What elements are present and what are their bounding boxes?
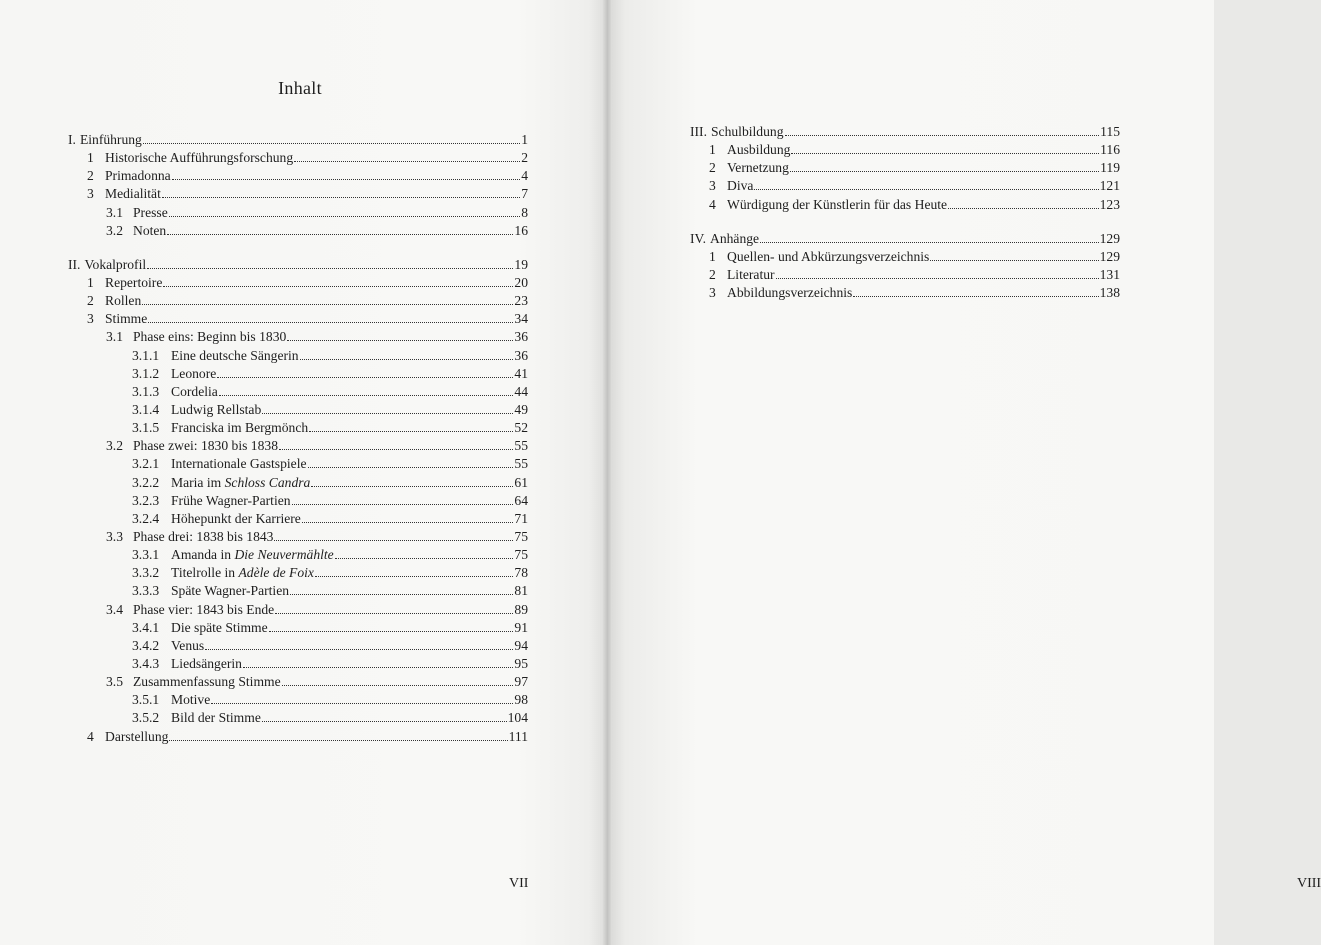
- toc-entry: [68, 347, 528, 365]
- toc-entry-page: 36: [514, 347, 528, 363]
- toc-entry-label-text: Stimme: [105, 311, 148, 327]
- toc-entry-page: 19: [514, 256, 528, 272]
- toc-entry-number: 3.1: [106, 329, 123, 345]
- toc-entry: [68, 728, 528, 746]
- toc-entry-number: 3.1: [106, 204, 123, 220]
- toc-entry-page: 94: [514, 637, 528, 653]
- toc-entry-number: 3.1.1: [132, 347, 160, 363]
- toc-dot-leader: [930, 259, 1098, 261]
- toc-entry-label-text: Phase eins: Beginn bis 1830: [133, 329, 287, 345]
- toc-entry-page: 111: [508, 728, 528, 744]
- toc-dot-leader: [219, 394, 514, 396]
- toc-dot-leader: [269, 630, 514, 632]
- toc-entry: [68, 564, 528, 582]
- toc-dot-leader: [205, 648, 513, 650]
- toc-entry-number: 3.5.2: [132, 710, 160, 726]
- toc-dot-leader: [302, 521, 514, 523]
- toc-entry-label: [133, 528, 273, 546]
- toc-dot-leader: [292, 503, 514, 505]
- toc-entry-label: [171, 510, 301, 528]
- toc-entry-label: [171, 691, 210, 709]
- toc-entry-number: 3.5.1: [132, 692, 160, 708]
- toc-entry-page: 1: [521, 132, 528, 147]
- toc-entry-label: [710, 230, 759, 248]
- toc-entry-page: 44: [514, 383, 528, 399]
- toc-entry-page: 34: [514, 311, 528, 327]
- toc-entry-label: [171, 637, 204, 655]
- toc-dot-leader: [290, 593, 513, 595]
- toc-entry-label-text: Franciska im Bergmönch: [171, 420, 309, 436]
- toc-entry-page: 75: [514, 528, 528, 544]
- toc-entry-number: 3.2: [106, 222, 123, 238]
- toc-entry-number: II.: [68, 256, 81, 272]
- toc-entry: [68, 474, 528, 492]
- toc-entry: [68, 437, 528, 455]
- toc-entry-number: 3.4.2: [132, 637, 160, 653]
- toc-dot-leader: [211, 702, 513, 704]
- toc-entry-page: 49: [514, 401, 528, 417]
- toc-entry-label: [171, 655, 242, 673]
- toc-entry-label-text: Phase zwei: 1830 bis 1838: [133, 438, 278, 454]
- toc-dot-leader: [243, 666, 513, 668]
- toc-dot-leader: [142, 303, 513, 305]
- toc-entry-number: 3: [87, 311, 94, 327]
- toc-entry-page: 64: [514, 492, 528, 508]
- toc-dot-leader: [776, 277, 1099, 279]
- toc-entry-number: I.: [68, 132, 76, 147]
- toc-dot-leader: [167, 233, 513, 235]
- toc-entry-label: [727, 159, 789, 177]
- toc-entry-page: 89: [514, 601, 528, 617]
- toc-entry-label: [171, 419, 308, 437]
- toc-entry: [68, 546, 528, 564]
- toc-entry-label-text: Literatur: [727, 266, 775, 282]
- toc-entry-page: 16: [514, 222, 528, 238]
- toc-entry-label-text: Quellen- und Abkürzungsverzeichnis: [727, 248, 930, 264]
- toc-entry-label-text: Bild der Stimme: [171, 710, 261, 726]
- toc-dot-leader: [335, 557, 514, 559]
- toc-dot-leader: [274, 539, 513, 541]
- toc-entry-label: [133, 222, 166, 240]
- toc-entry-label-text: Späte Wagner-Partien: [171, 583, 290, 599]
- toc-entry: [68, 185, 528, 203]
- toc-entry-number: 3.1.4: [132, 401, 160, 417]
- toc-entry-label-italic: Die Neuvermählte: [234, 547, 334, 563]
- toc-entry-number: 1: [87, 274, 94, 290]
- toc-entry: [68, 149, 528, 167]
- toc-entry: [690, 177, 1120, 195]
- toc-dot-leader: [169, 215, 520, 217]
- toc-entry: [690, 159, 1120, 177]
- toc-entry-label: [133, 328, 286, 346]
- toc-entry-number: 3.2.1: [132, 456, 160, 472]
- toc-entry-page: 7: [521, 186, 528, 202]
- toc-entry-page: 119: [1100, 160, 1120, 176]
- toc-entry-label: [727, 266, 775, 284]
- toc-entry-label-text: Ausbildung: [727, 142, 791, 158]
- toc-entry-label: [727, 141, 790, 159]
- toc-dot-leader: [300, 358, 514, 360]
- toc-entry: [68, 601, 528, 619]
- toc-right: [690, 123, 1120, 302]
- toc-entry-label-text: Zusammenfassung Stimme: [133, 674, 281, 690]
- toc-entry-label: [105, 149, 293, 167]
- toc-entry-number: 3.1.3: [132, 383, 160, 399]
- toc-entry-label: [171, 492, 291, 510]
- toc-entry-label-text: Historische Aufführungsforschung: [105, 150, 294, 166]
- toc-entry-page: 97: [514, 674, 528, 690]
- toc-entry-label-text: Titelrolle in: [171, 565, 239, 581]
- toc-entry-page: 8: [521, 204, 528, 220]
- toc-dot-leader: [217, 376, 513, 378]
- toc-entry-page: 55: [514, 438, 528, 454]
- toc-entry: [690, 141, 1120, 159]
- toc-entry-label-text: Schulbildung: [710, 124, 784, 139]
- toc-entry-number: 3: [709, 178, 716, 194]
- page-number-left: VII: [509, 876, 529, 891]
- toc-dot-leader: [790, 170, 1099, 172]
- toc-entry: [68, 274, 528, 292]
- toc-entry-label: [727, 196, 947, 214]
- toc-entry-page: 129: [1099, 230, 1120, 246]
- toc-entry-label: [171, 546, 334, 564]
- toc-entry-label: [727, 248, 929, 266]
- toc-entry: [68, 582, 528, 600]
- toc-entry-page: 116: [1100, 142, 1120, 158]
- toc-entry-page: 61: [514, 474, 528, 490]
- toc-entry-label-text: Ludwig Rellstab: [171, 401, 262, 417]
- toc-entry-label-text: Medialität: [105, 186, 161, 202]
- toc-entry: [68, 619, 528, 637]
- toc-entry-page: 129: [1099, 248, 1120, 264]
- toc-dot-leader: [315, 575, 513, 577]
- toc-entry: [68, 328, 528, 346]
- toc-entry-number: 2: [87, 293, 94, 309]
- toc-entry: [68, 528, 528, 546]
- toc-entry-number: IV.: [690, 230, 706, 246]
- toc-dot-leader: [853, 295, 1098, 297]
- toc-entry-label: [171, 365, 216, 383]
- toc-entry-label-text: Presse: [133, 204, 168, 220]
- toc-dot-leader: [147, 267, 513, 269]
- toc-dot-leader: [294, 160, 520, 162]
- toc-entry-page: 41: [514, 365, 528, 381]
- toc-entry-page: 121: [1099, 178, 1120, 194]
- toc-entry: [68, 673, 528, 691]
- toc-entry-label-text: Amanda in: [171, 547, 235, 563]
- toc-entry-label: [171, 709, 261, 727]
- toc-dot-leader: [169, 739, 507, 741]
- toc-entry: [68, 256, 528, 274]
- toc-entry-page: 55: [514, 456, 528, 472]
- toc-entry-label: [84, 256, 146, 274]
- toc-entry-page: 81: [514, 583, 528, 599]
- toc-entry-label: [105, 728, 168, 746]
- toc-dot-leader: [309, 430, 513, 432]
- toc-entry-label: [133, 204, 168, 222]
- toc-dot-leader: [143, 142, 520, 144]
- page-title: Inhalt: [278, 78, 322, 98]
- toc-entry-label-text: Die späte Stimme: [171, 619, 268, 635]
- toc-entry-label-text: Venus: [171, 637, 205, 653]
- toc-entry-label-text: Motive: [171, 692, 211, 708]
- toc-entry-number: 3.2: [106, 438, 123, 454]
- toc-entry: [690, 230, 1120, 248]
- toc-entry: [690, 284, 1120, 302]
- toc-entry-page: 95: [514, 655, 528, 671]
- toc-entry-page: 123: [1099, 196, 1120, 212]
- toc-entry-label-text: Eine deutsche Sängerin: [171, 347, 299, 363]
- toc-entry: [68, 401, 528, 419]
- toc-entry-number: 1: [709, 142, 716, 158]
- toc-entry-number: III.: [690, 124, 707, 139]
- toc-entry-page: 131: [1099, 266, 1120, 282]
- toc-entry-label: [727, 177, 753, 195]
- toc-entry: [690, 196, 1120, 214]
- toc-entry-label-text: Frühe Wagner-Partien: [171, 492, 291, 508]
- toc-dot-leader: [262, 412, 513, 414]
- toc-entry-page: 78: [514, 565, 528, 581]
- toc-entry-label: [80, 131, 142, 149]
- toc-entry-label: [727, 284, 852, 302]
- toc-entry-label-text: Phase vier: 1843 bis Ende: [133, 601, 275, 617]
- toc-dot-leader: [785, 134, 1100, 136]
- toc-entry-page: 98: [514, 692, 528, 708]
- toc-entry: [690, 248, 1120, 266]
- toc-dot-leader: [311, 485, 513, 487]
- toc-entry-label: [171, 619, 268, 637]
- toc-dot-leader: [282, 684, 514, 686]
- toc-entry: [68, 131, 528, 149]
- toc-entry-page: 138: [1099, 285, 1120, 301]
- toc-entry-page: 36: [514, 329, 528, 345]
- toc-entry: [68, 365, 528, 383]
- toc-dot-leader: [172, 178, 521, 180]
- toc-entry-number: 2: [709, 266, 716, 282]
- toc-entry-label-text: Einführung: [79, 132, 142, 147]
- toc-entry-page: 71: [514, 510, 528, 526]
- toc-entry-label: [133, 437, 278, 455]
- toc-dot-leader: [754, 188, 1098, 190]
- toc-entry-label-italic: Adèle de Foix: [238, 565, 314, 581]
- toc-entry: [68, 455, 528, 473]
- toc-dot-leader: [760, 241, 1099, 243]
- toc-entry-number: 1: [709, 248, 716, 264]
- toc-entry-number: 1: [87, 150, 94, 166]
- toc-entry-label-text: Noten: [133, 222, 167, 238]
- toc-entry-label: [171, 383, 218, 401]
- toc-entry: [690, 266, 1120, 284]
- toc-entry-label: [711, 123, 784, 141]
- toc-entry-number: 3.2.2: [132, 474, 160, 490]
- toc-entry-label-text: Phase drei: 1838 bis 1843: [133, 528, 274, 544]
- toc-entry-label: [171, 564, 314, 582]
- toc-dot-leader: [308, 466, 514, 468]
- toc-dot-leader: [948, 207, 1099, 209]
- toc-entry-number: 3.3.2: [132, 565, 160, 581]
- toc-entry-label-text: Würdigung der Künstlerin für das Heute: [727, 196, 948, 212]
- toc-entry-number: 4: [709, 196, 716, 212]
- toc-entry-label-text: Anhänge: [710, 230, 760, 246]
- toc-entry-number: 4: [87, 728, 94, 744]
- toc-entry-label: [171, 474, 310, 492]
- toc-entry-label-text: Primadonna: [105, 168, 171, 184]
- toc-entry-label-text: Repertoire: [105, 274, 163, 290]
- toc-entry-label-text: Vernetzung: [727, 160, 789, 176]
- toc-entry: [68, 167, 528, 185]
- toc-entry: [68, 204, 528, 222]
- toc-entry-label-italic: Schloss Candra: [224, 474, 311, 490]
- book-gutter: [603, 0, 611, 945]
- toc-entry-number: 3: [87, 186, 94, 202]
- toc-entry-number: 3.3: [106, 528, 123, 544]
- toc-entry-page: 4: [521, 168, 528, 184]
- toc-entry-number: 3: [709, 285, 716, 301]
- toc-dot-leader: [791, 152, 1099, 154]
- toc-entry-page: 75: [514, 547, 528, 563]
- toc-entry-label: [105, 310, 147, 328]
- toc-entry-label-text: Maria im: [171, 474, 225, 490]
- toc-entry-label-text: Cordelia: [171, 383, 218, 399]
- toc-dot-leader: [262, 720, 507, 722]
- toc-entry-page: 104: [507, 710, 528, 726]
- toc-entry-label-text: Vokalprofil: [84, 256, 147, 272]
- toc-dot-leader: [148, 321, 513, 323]
- toc-entry-label: [171, 347, 299, 365]
- toc-entry-number: 3.2.4: [132, 510, 160, 526]
- toc-entry-label-text: Leonore: [171, 365, 217, 381]
- toc-left: [68, 131, 528, 746]
- toc-entry-number: 3.3.3: [132, 583, 160, 599]
- toc-dot-leader: [163, 285, 513, 287]
- toc-entry-label: [171, 455, 307, 473]
- toc-entry: [68, 492, 528, 510]
- toc-entry-number: 3.4.3: [132, 655, 160, 671]
- toc-entry-label-text: Internationale Gastspiele: [171, 456, 307, 472]
- toc-entry-label-text: Darstellung: [105, 728, 169, 744]
- toc-entry-label: [105, 274, 162, 292]
- toc-entry-label-text: Diva: [727, 178, 754, 194]
- toc-entry-label-text: Höhepunkt der Karriere: [171, 510, 301, 526]
- toc-dot-leader: [275, 612, 513, 614]
- left-page: [0, 0, 607, 945]
- toc-dot-leader: [287, 339, 513, 341]
- toc-entry-label-text: Rollen: [105, 293, 142, 309]
- toc-entry: [68, 637, 528, 655]
- toc-entry-label: [171, 401, 261, 419]
- toc-entry: [68, 691, 528, 709]
- toc-entry: [68, 222, 528, 240]
- toc-entry-number: 2: [87, 168, 94, 184]
- toc-entry-label: [133, 601, 274, 619]
- toc-entry: [68, 655, 528, 673]
- toc-entry-label: [105, 292, 141, 310]
- toc-entry-label: [105, 167, 171, 185]
- toc-dot-leader: [162, 196, 520, 198]
- toc-entry-number: 3.1.5: [132, 420, 160, 436]
- toc-entry: [68, 419, 528, 437]
- toc-entry-label: [133, 673, 281, 691]
- toc-entry-page: 91: [514, 619, 528, 635]
- toc-entry: [690, 123, 1120, 141]
- toc-entry-page: 2: [521, 150, 528, 166]
- toc-entry: [68, 310, 528, 328]
- toc-entry-page: 52: [514, 420, 528, 436]
- toc-entry-page: 23: [514, 293, 528, 309]
- toc-entry: [68, 510, 528, 528]
- toc-entry-number: 3.4: [106, 601, 123, 617]
- toc-entry-number: 2: [709, 160, 716, 176]
- toc-entry-label: [171, 582, 289, 600]
- toc-entry: [68, 709, 528, 727]
- toc-entry-page: 20: [514, 274, 528, 290]
- toc-entry-number: 3.4.1: [132, 619, 160, 635]
- toc-entry-page: 115: [1100, 124, 1120, 139]
- toc-dot-leader: [279, 448, 513, 450]
- toc-entry-number: 3.2.3: [132, 492, 160, 508]
- toc-entry-number: 3.5: [106, 674, 123, 690]
- toc-entry: [68, 383, 528, 401]
- toc-entry-label: [105, 185, 161, 203]
- toc-entry-label-text: Abbildungsverzeichnis: [727, 285, 853, 301]
- toc-entry-number: 3.1.2: [132, 365, 160, 381]
- toc-entry: [68, 292, 528, 310]
- toc-entry-label-text: Liedsängerin: [171, 655, 242, 671]
- toc-entry-number: 3.3.1: [132, 547, 160, 563]
- page-number-right: VIII: [1297, 876, 1321, 891]
